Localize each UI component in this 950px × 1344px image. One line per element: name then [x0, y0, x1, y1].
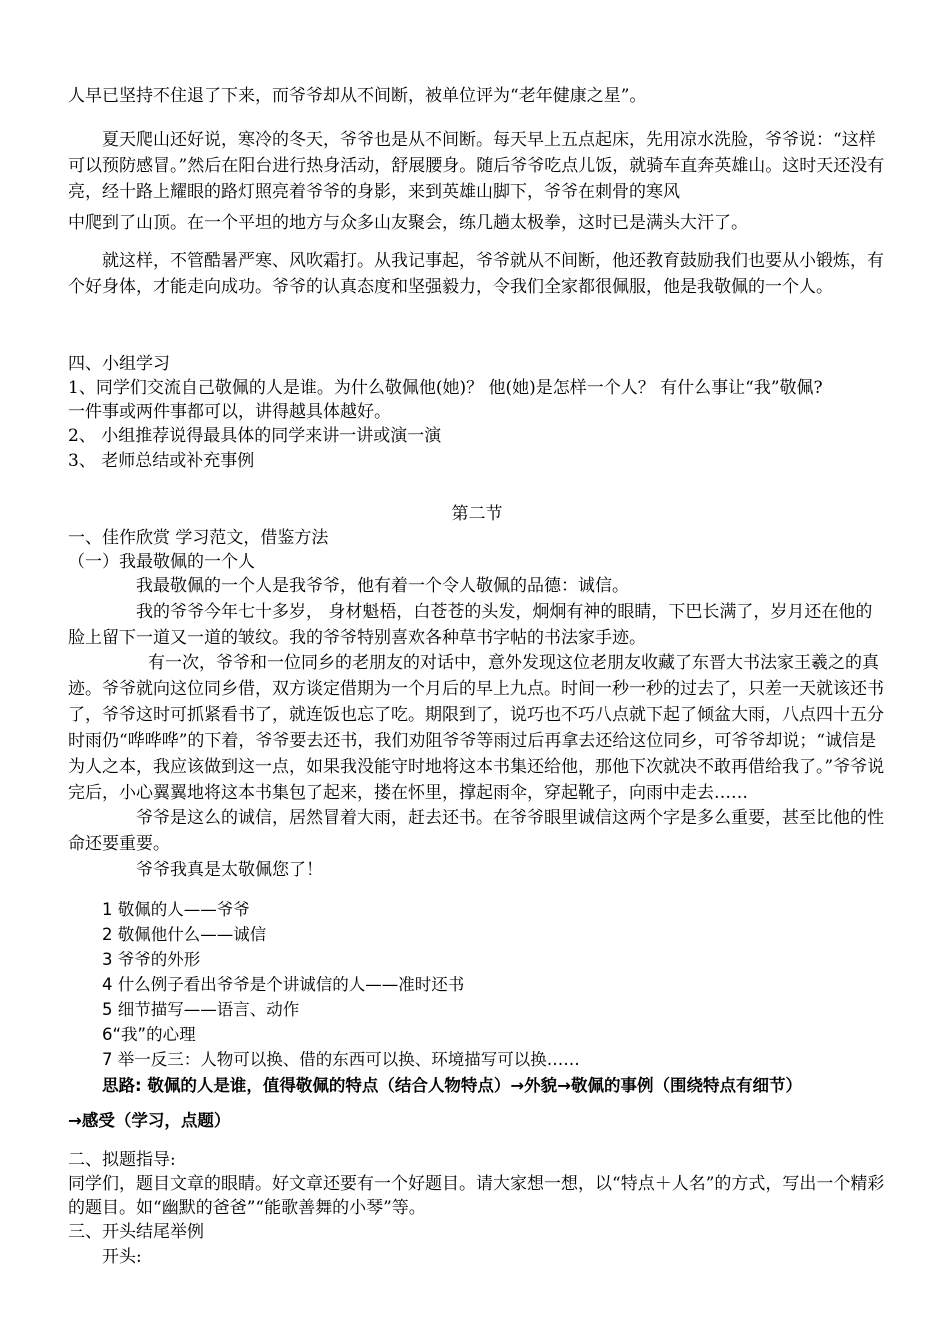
idea-line: 思路: 敬佩的人是谁，值得敬佩的特点（结合人物特点）→外貌→敬佩的事例（围绕特点有细节） [102, 1075, 802, 1095]
section-title: 第二节 [451, 504, 503, 524]
section-two [68, 502, 886, 574]
paragraph: 爷爷是这么的诚信，居然冒着大雨，赶去还书。在爷爷眼里诚信这两个字是多么重要，甚至比他的性命还要重要。 [68, 808, 884, 855]
list-item: 4 什么例子看出爷爷是个讲诚信的人——准时还书 [102, 975, 465, 995]
list-item: 2、 小组推荐说得最具体的同学来讲一讲或演一演 [68, 426, 442, 447]
paragraph: 人早已坚持不住退了下来，而爷爷却从不间断，被单位评为“老年健康之星”。 [68, 86, 647, 106]
list-item: 1 敬佩的人——爷爷 [102, 900, 250, 919]
list-item: 一件事或两件事都可以，讲得越具体越好。 [68, 402, 391, 423]
paragraph: 中爬到了山顶。在一个平坦的地方与众多山友聚会，练几趟太极拳，这时已是满头大汗了。 [68, 213, 748, 234]
heading: 一、佳作欣赏 学习范文，借鉴方法 [68, 528, 329, 549]
heading: 三、开头结尾举例 [68, 1222, 204, 1243]
section-a-p3 [68, 249, 886, 301]
list-item: 7 举一反三：人物可以换、借的东西可以换、环境描写可以换…… [102, 1050, 580, 1070]
heading: 二、拟题指导: [68, 1150, 176, 1170]
section-a-p2 [68, 128, 886, 237]
list-item: 5 细节描写——语言、动作 [102, 1000, 300, 1020]
subheading: （一）我最敬佩的一个人 [68, 552, 255, 573]
list-item: 1、同学们交流自己敬佩的人是谁。为什么敬佩他(她)？ 他(她)是怎样一个人？ 有什么事让“我”敬佩? [68, 378, 823, 399]
model-essay [68, 574, 886, 884]
paragraph: 夏天爬山还好说，寒冷的冬天，爷爷也是从不间断。每天早上五点起床，先用凉水洗脸，爷爷说：“这样可以预防感冒。”然后在阳台进行热身活动，舒展腰身。随后爷爷吃点儿饭，就骑车直奔英雄山。这时天还没有亮，经十路上耀眼的路灯照亮着爷爷的身影，来到英雄山脚下，爷爷在刺骨的寒风 [68, 130, 885, 202]
paragraph: 有一次，爷爷和一位同乡的老朋友的对话中，意外发现这位老朋友收藏了东晋大书法家王羲之的真迹。爷爷就向这位同乡借，双方谈定借期为一个月后的早上九点。时间一秒一秒的过去了，只差一天就该还书了，爷爷这时可抓紧看书了，就连饭也忘了吃。期限到了，说巧也不巧八点就下起了倾盆大雨，八点四十五分时雨仍“哗哗哗”的下着，爷爷要去还书，我们劝阻爷爷等雨过后再拿去还给这位同乡，可爷爷却说；“诚信是为人之本，我应该做到这一点，如果我没能守时地将这本书集还给他，那他下次就决不敢再借给我了。”爷爷说完后，小心翼翼地将这本书集包了起来，搂在怀里，撑起雨伞，穿起靴子，向雨中走去…… [68, 653, 885, 803]
list-item: 3 爷爷的外形 [102, 950, 201, 970]
idea-line: →感受（学习，点题） [68, 1110, 231, 1130]
paragraph: 我的爷爷今年七十多岁， 身材魁梧，白苍苍的头发，炯炯有神的眼睛，下巴长满了，岁月还在他的脸上留下一道又一道的皱纹。我的爷爷特别喜欢各种草书字帖的书法家手迹。 [68, 601, 873, 648]
heading: 四、小组学习 [68, 354, 170, 374]
group-study [68, 352, 886, 473]
paragraph: 同学们，题目文章的眼睛。好文章还要有一个好题目。请大家想一想，以“特点＋人名”的方式，写出一个精彩的题目。如“幽默的爸爸”“能歌善舞的小琴”等。 [68, 1174, 885, 1219]
paragraph: 爷爷我真是太敬佩您了！ [136, 860, 323, 881]
paragraph: 我最敬佩的一个人是我爷爷，他有着一个令人敬佩的品德：诚信。 [136, 576, 629, 596]
titling-guide [68, 1148, 886, 1269]
analysis-points [68, 897, 886, 1133]
list-item: 6“我”的心理 [102, 1025, 196, 1045]
list-item: 3、 老师总结或补充事例 [68, 450, 255, 471]
paragraph: 就这样，不管酷暑严寒、风吹霜打。从我记事起，爷爷就从不间断，他还教育鼓励我们也要从小锻炼，有个好身体，才能走向成功。爷爷的认真态度和坚强毅力，令我们全家都很佩服，他是我敬佩的一个人。 [68, 251, 884, 297]
list-item: 2 敬佩他什么——诚信 [102, 925, 267, 945]
paragraph: 开头: [102, 1246, 142, 1267]
section-a [68, 84, 886, 110]
